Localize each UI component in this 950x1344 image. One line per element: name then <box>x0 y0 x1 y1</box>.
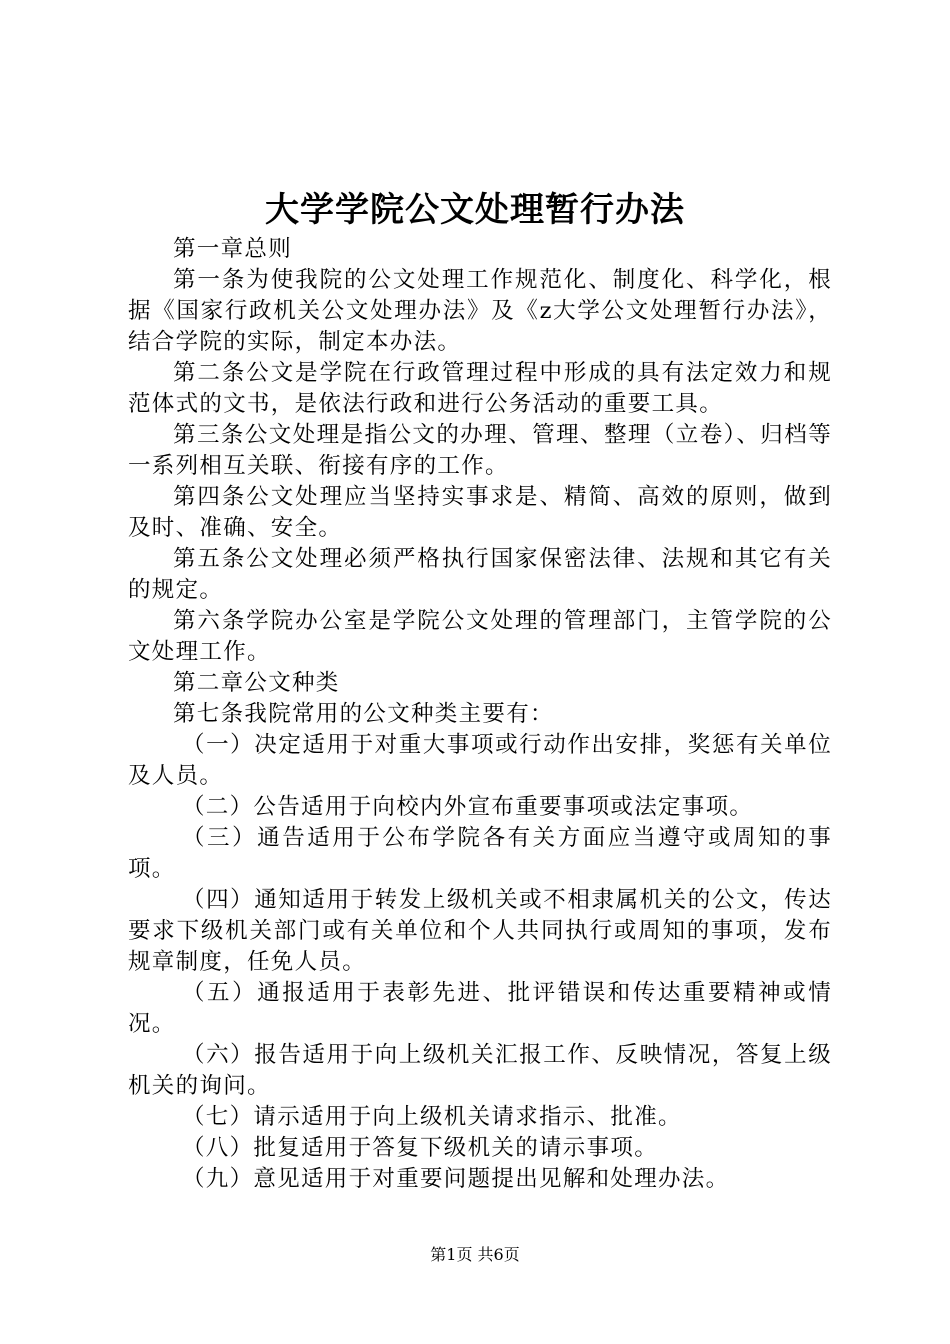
list-item: （三）通告适用于公布学院各有关方面应当遵守或周知的事项。 <box>128 825 832 882</box>
article-paragraph: 第三条公文处理是指公文的办理、管理、整理（立卷）、归档等一系列相互关联、衔接有序的工作。 <box>128 422 832 479</box>
list-item: （二）公告适用于向校内外宣布重要事项或法定事项。 <box>182 794 754 820</box>
list-item: （四）通知适用于转发上级机关或不相隶属机关的公文，传达要求下级机关部门或有关单位和个人共同执行或周知的事项，发布规章制度，任免人员。 <box>128 887 832 975</box>
list-item: （七）请示适用于向上级机关请求指示、批准。 <box>182 1104 682 1130</box>
list-item: （九）意见适用于对重要问题提出见解和处理办法。 <box>182 1166 730 1192</box>
list-item: （八）批复适用于答复下级机关的请示事项。 <box>182 1135 659 1161</box>
page-footer: 第1页 共6页 <box>430 1245 520 1264</box>
list-item: （六）报告适用于向上级机关汇报工作、反映情况，答复上级机关的询问。 <box>128 1042 832 1099</box>
document-title: 大学学院公文处理暂行办法 <box>265 190 685 230</box>
article-paragraph: 第七条我院常用的公文种类主要有： <box>173 701 554 727</box>
article-paragraph: 第五条公文处理必须严格执行国家保密法律、法规和其它有关的规定。 <box>128 546 832 603</box>
article-paragraph: 第六条学院办公室是学院公文处理的管理部门，主管学院的公文处理工作。 <box>128 608 832 665</box>
article-paragraph: 第一条为使我院的公文处理工作规范化、制度化、科学化，根据《国家行政机关公文处理办法》及《z大学公文处理暂行办法》，结合学院的实际，制定本办法。 <box>128 267 832 355</box>
chapter-heading: 第一章总则 <box>173 236 293 262</box>
article-paragraph: 第四条公文处理应当坚持实事求是、精简、高效的原则，做到及时、准确、安全。 <box>128 484 832 541</box>
article-paragraph: 第二条公文是学院在行政管理过程中形成的具有法定效力和规范体式的文书，是依法行政和进行公务活动的重要工具。 <box>128 360 832 417</box>
list-item: （五）通报适用于表彰先进、批评错误和传达重要精神或情况。 <box>128 980 832 1037</box>
chapter-heading: 第二章公文种类 <box>173 670 340 696</box>
document-body <box>128 234 832 1195</box>
list-item: （一）决定适用于对重大事项或行动作出安排，奖惩有关单位及人员。 <box>128 732 832 789</box>
